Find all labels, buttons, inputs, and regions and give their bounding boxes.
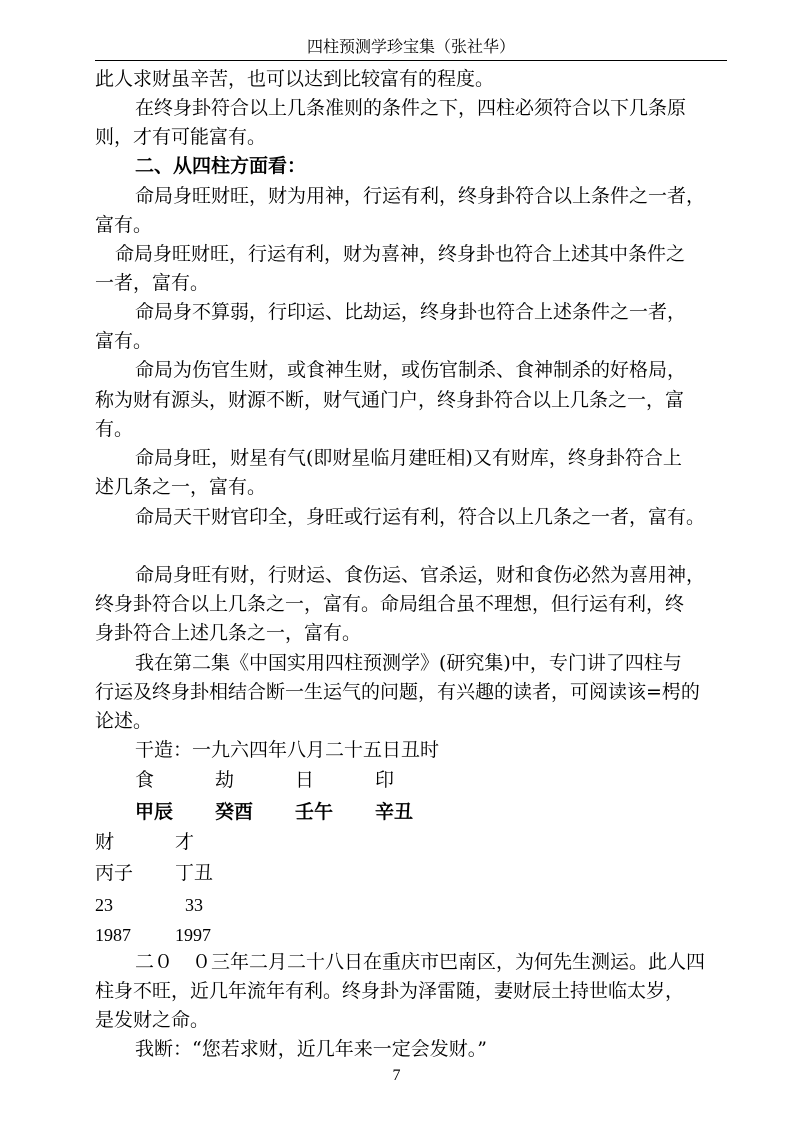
luck-age: 23 bbox=[95, 895, 113, 915]
luck-year: 1987 bbox=[95, 925, 131, 945]
body-line: 富有。 bbox=[95, 214, 153, 236]
body-line: 则，才有可能富有。 bbox=[95, 126, 267, 148]
body-line: 命局身旺财旺，行运有利，财为喜神，终身卦也符合上述其中条件之 bbox=[115, 243, 686, 265]
chart-god-label: 印 bbox=[375, 769, 395, 791]
chart-pillar: 癸酉 bbox=[215, 801, 254, 823]
body-line: 是发财之命。 bbox=[95, 1009, 210, 1031]
body-line: 有。 bbox=[95, 418, 134, 440]
body-line: 行运及终身卦相结合断一生运气的问题，有兴趣的读者，可阅读该=枵的 bbox=[95, 681, 700, 703]
body-line: 命局身旺财旺，财为用神，行运有利，终身卦符合以上条件之一者， bbox=[135, 185, 706, 207]
luck-god-label: 财 bbox=[95, 831, 115, 853]
body-line: 身卦符合上述几条之一，富有。 bbox=[95, 622, 362, 644]
luck-pillar: 丙子 bbox=[95, 862, 134, 884]
chart-pillar: 甲辰 bbox=[135, 801, 174, 823]
body-line: 命局天干财官印全，身旺或行运有利，符合以上几条之一者，富有。 bbox=[135, 506, 706, 528]
header-rule bbox=[95, 60, 727, 61]
chart-god-label: 劫 bbox=[215, 769, 235, 791]
body-line: 终身卦符合以上几条之一，富有。命局组合虽不理想，但行运有利，终 bbox=[95, 593, 685, 615]
body-line: 述几条之一，富有。 bbox=[95, 476, 267, 498]
body-line: 命局为伤官生财，或食神生财，或伤官制杀、食神制杀的好格局， bbox=[135, 359, 687, 381]
running-header: 四柱预测学珍宝集（张社华） bbox=[306, 37, 515, 56]
body-line: 我断：“您若求财，近几年来一定会发财。” bbox=[135, 1038, 487, 1060]
body-line: 二０ ０三年二月二十八日在重庆市巴南区，为何先生测运。此人四 bbox=[135, 951, 706, 973]
body-line: 论述。 bbox=[95, 710, 153, 732]
section-heading: 二、从四柱方面看： bbox=[135, 155, 307, 177]
body-line: 我在第二集《中国实用四柱预测学》(研究集)中，专门讲了四柱与 bbox=[135, 652, 682, 674]
body-line: 命局身不算弱，行印运、比劫运，终身卦也符合上述条件之一者， bbox=[135, 301, 687, 323]
body-line: 命局身旺，财星有气(即财星临月建旺相)又有财库，终身卦符合上 bbox=[135, 447, 682, 469]
chart-pillar: 辛丑 bbox=[375, 801, 414, 823]
chart-god-label: 食 bbox=[135, 769, 155, 791]
body-line: 柱身不旺，近几年流年有利。终身卦为泽雷随，妻财辰土持世临太岁， bbox=[95, 980, 685, 1002]
luck-pillar: 丁丑 bbox=[175, 862, 214, 884]
body-line: 在终身卦符合以上几条准则的条件之下，四柱必须符合以下几条原 bbox=[135, 97, 687, 119]
body-line: 此人求财虽辛苦，也可以达到比较富有的程度。 bbox=[95, 68, 495, 90]
page-number: 7 bbox=[392, 1067, 401, 1084]
luck-year: 1997 bbox=[175, 925, 211, 945]
body-line: 富有。 bbox=[95, 330, 153, 352]
body-line: 称为财有源头，财源不断，财气通门户，终身卦符合以上几条之一，富 bbox=[95, 389, 685, 411]
luck-god-label: 才 bbox=[175, 831, 195, 853]
body-line: 一者，富有。 bbox=[95, 272, 210, 294]
chart-birth-date: 干造：一九六四年八月二十五日丑时 bbox=[135, 739, 440, 761]
chart-god-label: 日 bbox=[295, 769, 315, 791]
luck-age: 33 bbox=[185, 895, 203, 915]
chart-pillar: 壬午 bbox=[295, 801, 334, 823]
body-line: 命局身旺有财，行财运、食伤运、官杀运，财和食伤必然为喜用神， bbox=[135, 564, 706, 586]
